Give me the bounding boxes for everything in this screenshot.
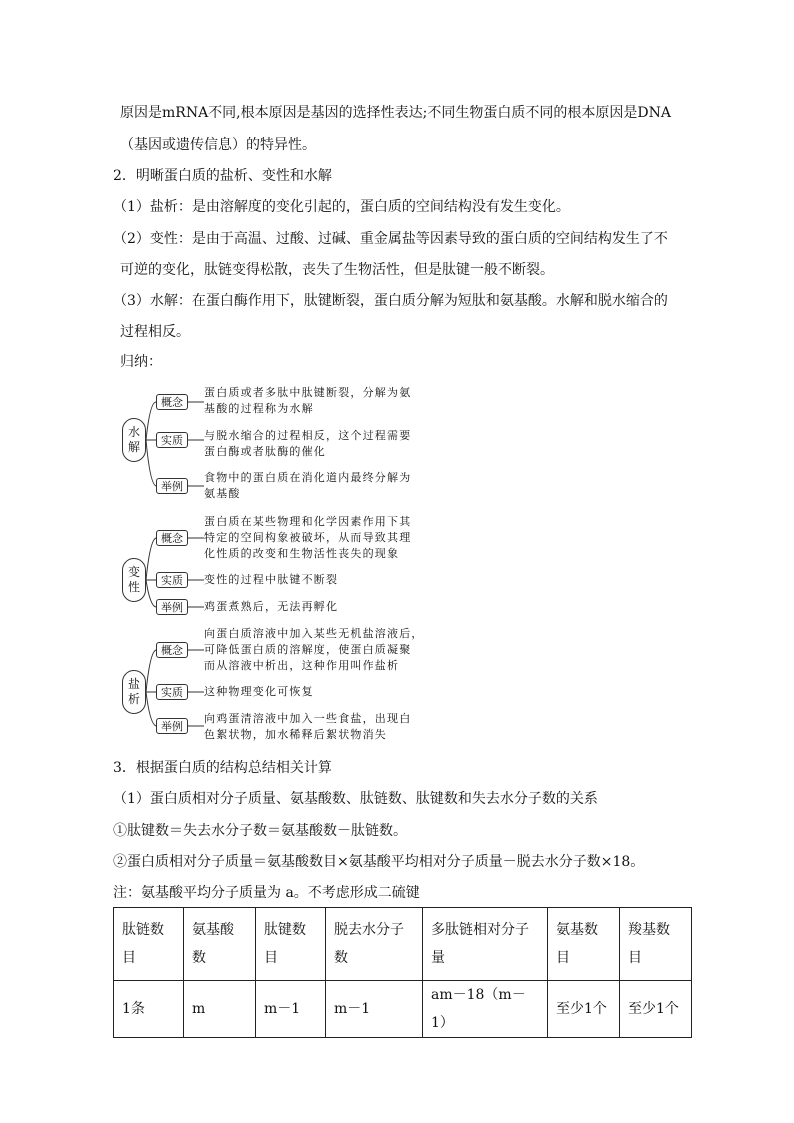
desc-text xyxy=(204,599,338,615)
formula-line: ②蛋白质相对分子质量＝氨基酸数目×氨基酸平均相对分子质量－脱去水分子数×18。 xyxy=(113,854,645,870)
desc-line: 蛋白质在某些物理和化学因素作用下其 xyxy=(204,515,412,528)
tag-concept: 概念 xyxy=(156,530,188,546)
table-header-cell xyxy=(548,908,620,981)
cell-text: 羧基数 xyxy=(628,922,670,938)
tag-concept: 概念 xyxy=(156,394,188,410)
root-node-salting-out xyxy=(122,670,146,714)
cell-text: 脱去水分子 xyxy=(334,922,404,938)
desc-line: 化性质的改变和生物活性丧失的现象 xyxy=(204,547,400,560)
desc-line: 蛋白酶或者肽酶的催化 xyxy=(204,445,326,458)
text-line: 原因是mRNA不同,根本原因是基因的选择性表达;不同生物蛋白质不同的根本原因是DNA xyxy=(120,105,671,121)
formula-line: ①肽键数＝失去水分子数＝氨基酸数－肽链数。 xyxy=(113,823,407,839)
table-cell: m－1 xyxy=(256,981,326,1038)
tag-example: 举例 xyxy=(156,599,188,615)
table-header-cell xyxy=(326,908,423,981)
table-cell: 1条 xyxy=(114,981,184,1038)
text-line: （1）盐析：是由溶解度的变化引起的，蛋白质的空间结构没有发生变化。 xyxy=(113,199,570,215)
section-heading: 2．明晰蛋白质的盐析、变性和水解 xyxy=(113,168,332,184)
root-char: 析 xyxy=(127,692,140,706)
root-char: 水 xyxy=(127,425,140,439)
table-header-cell xyxy=(423,908,548,981)
desc-text xyxy=(204,470,411,502)
table-cell: 至少1个 xyxy=(620,981,692,1038)
tag-concept: 概念 xyxy=(156,642,188,658)
desc-line: 色絮状物，加水稀释后絮状物消失 xyxy=(204,728,387,741)
table-header-cell xyxy=(256,908,326,981)
root-char: 变 xyxy=(127,565,140,579)
table-header-row xyxy=(114,908,692,981)
desc-line: 向鸡蛋清溶液中加入一些食盐，出现白 xyxy=(204,712,412,725)
desc-line: 鸡蛋煮熟后，无法再孵化 xyxy=(204,600,339,613)
calc-table xyxy=(113,907,692,1038)
desc-line: 而从溶液中析出，这种作用叫作盐析 xyxy=(204,659,400,672)
root-char: 性 xyxy=(127,580,140,594)
table-cell: 至少1个 xyxy=(548,981,620,1038)
root-node-hydrolysis xyxy=(122,418,146,462)
cell-text: 肽键数 xyxy=(264,922,306,938)
desc-line: 与脱水缩合的过程相反，这个过程需要 xyxy=(204,429,412,442)
text-line: 过程相反。 xyxy=(120,324,190,340)
desc-text xyxy=(204,428,411,460)
root-node-denaturation xyxy=(122,558,146,602)
table-cell: m xyxy=(184,981,256,1038)
desc-text xyxy=(204,684,314,700)
desc-text xyxy=(204,572,338,588)
cell-text: 目 xyxy=(628,950,642,966)
table-row xyxy=(114,981,692,1038)
desc-line: 食物中的蛋白质在消化道内最终分解为 xyxy=(204,471,412,484)
desc-line: 蛋白质或者多肽中肽键断裂，分解为氨 xyxy=(204,386,412,399)
note-line: 注：氨基酸平均分子质量为 a。不考虑形成二硫键 xyxy=(113,885,420,901)
tag-example: 举例 xyxy=(156,718,188,734)
table-header-cell xyxy=(184,908,256,981)
text-line: 可逆的变化，肽链变得松散，丧失了生物活性，但是肽键一般不断裂。 xyxy=(120,262,554,278)
tag-essence: 实质 xyxy=(156,572,188,588)
desc-text xyxy=(204,626,424,674)
table-header-cell xyxy=(620,908,692,981)
desc-line: 特定的空间构象被破坏，从而导致其理 xyxy=(204,531,412,544)
table-header-cell xyxy=(114,908,184,981)
desc-line: 基酸的过程称为水解 xyxy=(204,402,314,415)
section-heading: 3．根据蛋白质的结构总结相关计算 xyxy=(113,760,332,776)
summary-label: 归纳： xyxy=(120,354,162,370)
cell-text: 多肽链相对分子 xyxy=(431,922,529,938)
cell-text: 氨基数 xyxy=(556,922,598,938)
tag-essence: 实质 xyxy=(156,684,188,700)
root-char: 盐 xyxy=(127,677,140,691)
text-line: （1）蛋白质相对分子质量、氨基酸数、肽链数、肽键数和失去水分子数的关系 xyxy=(113,791,598,807)
desc-line: 向蛋白质溶液中加入某些无机盐溶液后， xyxy=(204,627,424,640)
text-line: （2）变性：是由于高温、过酸、过碱、重金属盐等因素导致的蛋白质的空间结构发生了不 xyxy=(113,231,668,247)
desc-text xyxy=(204,514,411,562)
cell-text: 氨基酸 xyxy=(192,922,234,938)
desc-line: 变性的过程中肽键不断裂 xyxy=(204,573,339,586)
table-cell: m－1 xyxy=(326,981,423,1038)
tag-example: 举例 xyxy=(156,478,188,494)
mind-map xyxy=(118,380,438,750)
cell-text: 数 xyxy=(192,950,206,966)
desc-line: 可降低蛋白质的溶解度，使蛋白质凝聚 xyxy=(204,643,412,656)
cell-text: 肽链数 xyxy=(122,922,164,938)
desc-text xyxy=(204,385,411,417)
desc-line: 这种物理变化可恢复 xyxy=(204,685,314,698)
tag-essence: 实质 xyxy=(156,432,188,448)
text-line: （基因或遗传信息）的特异性。 xyxy=(120,137,316,153)
cell-text: 目 xyxy=(264,950,278,966)
cell-text: 数 xyxy=(334,950,348,966)
cell-text: 目 xyxy=(556,950,570,966)
root-char: 解 xyxy=(127,440,140,454)
cell-text: 量 xyxy=(431,950,445,966)
desc-line: 氨基酸 xyxy=(204,487,241,500)
table-cell: am－18（m－1） xyxy=(423,981,548,1038)
desc-text xyxy=(204,711,411,743)
text-line: （3）水解：在蛋白酶作用下，肽键断裂，蛋白质分解为短肽和氨基酸。水解和脱水缩合的 xyxy=(113,293,668,309)
cell-text: 目 xyxy=(122,950,136,966)
